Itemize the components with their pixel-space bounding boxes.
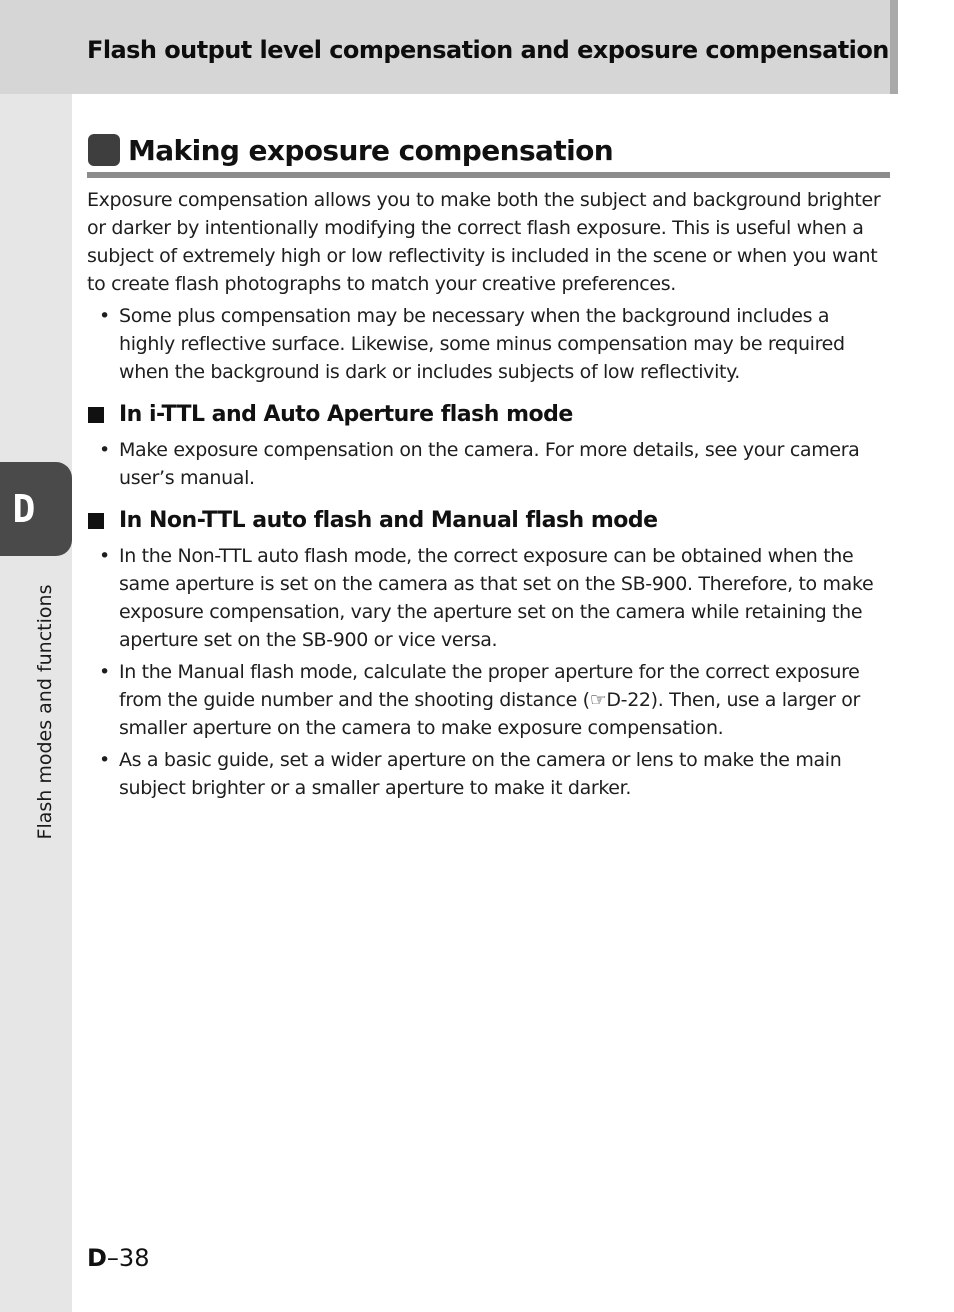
page-number-letter: D <box>87 1244 107 1272</box>
chapter-section-label: Flash modes and functions <box>34 584 56 840</box>
intro-paragraph: Exposure compensation allows you to make both the subject and background brighter or darker by intentionally modifying the correct flash exposure. This is useful when a subject of extremely high or low reflectivity is included in the scene or when you want to create flash photographs to match your creative preferences. <box>87 189 881 295</box>
subsection-heading-nonttl <box>87 506 890 536</box>
subsection-heading-ittl <box>87 400 890 430</box>
header-edge-shadow <box>890 0 898 94</box>
bullet-icon: • <box>99 439 110 461</box>
list-item <box>87 746 890 802</box>
subsection-heading-text: In i-TTL and Auto Aperture flash mode <box>119 402 573 427</box>
page-number <box>87 1244 149 1272</box>
list-item <box>87 658 890 742</box>
nonttl-bullet-list <box>87 542 890 802</box>
section-title: Making exposure compensation <box>128 134 614 167</box>
section-title-row <box>87 133 890 181</box>
bullet-icon: • <box>99 305 110 327</box>
list-item-text: In the Manual flash mode, calculate the proper aperture for the correct exposure from the guide number and the shooting distance (☞D-22). Then, use a larger or smaller aperture on the camera to make exposure compensation. <box>119 661 861 739</box>
page-number-suffix: –38 <box>106 1244 150 1272</box>
subsection-heading-text: In Non-TTL auto flash and Manual flash mode <box>119 508 658 533</box>
chapter-tab: D <box>0 462 72 556</box>
rounded-square-icon <box>88 134 120 166</box>
ittl-bullet-list <box>87 436 890 492</box>
list-item <box>87 302 890 386</box>
bullet-icon: • <box>99 749 110 771</box>
bullet-icon: • <box>99 545 110 567</box>
bullet-icon: • <box>99 661 110 683</box>
running-header-title: Flash output level compensation and exposure compensation <box>87 36 889 64</box>
list-item-text: In the Non-TTL auto flash mode, the correct exposure can be obtained when the same aperture is set on the camera as that set on the SB-900. Therefore, to make exposure compensation, vary the aperture set on the camera while retaining the aperture set on the SB-900 or vice versa. <box>119 545 874 651</box>
list-item-text: As a basic guide, set a wider aperture on the camera or lens to make the main subject brighter or a smaller aperture to make it darker. <box>119 749 842 799</box>
list-item <box>87 542 890 654</box>
page-content <box>87 186 890 806</box>
list-item-text: Make exposure compensation on the camera. For more details, see your camera user’s manual. <box>119 439 860 489</box>
title-underline-rule <box>87 172 890 178</box>
intro-bullet-list <box>87 302 890 386</box>
list-item <box>87 436 890 492</box>
black-square-icon <box>88 513 104 529</box>
list-item-text: Some plus compensation may be necessary when the background includes a highly reflective surface. Likewise, some minus compensation may be required when the background is dark or includes subjects of low reflectivity. <box>119 305 845 383</box>
black-square-icon <box>88 407 104 423</box>
